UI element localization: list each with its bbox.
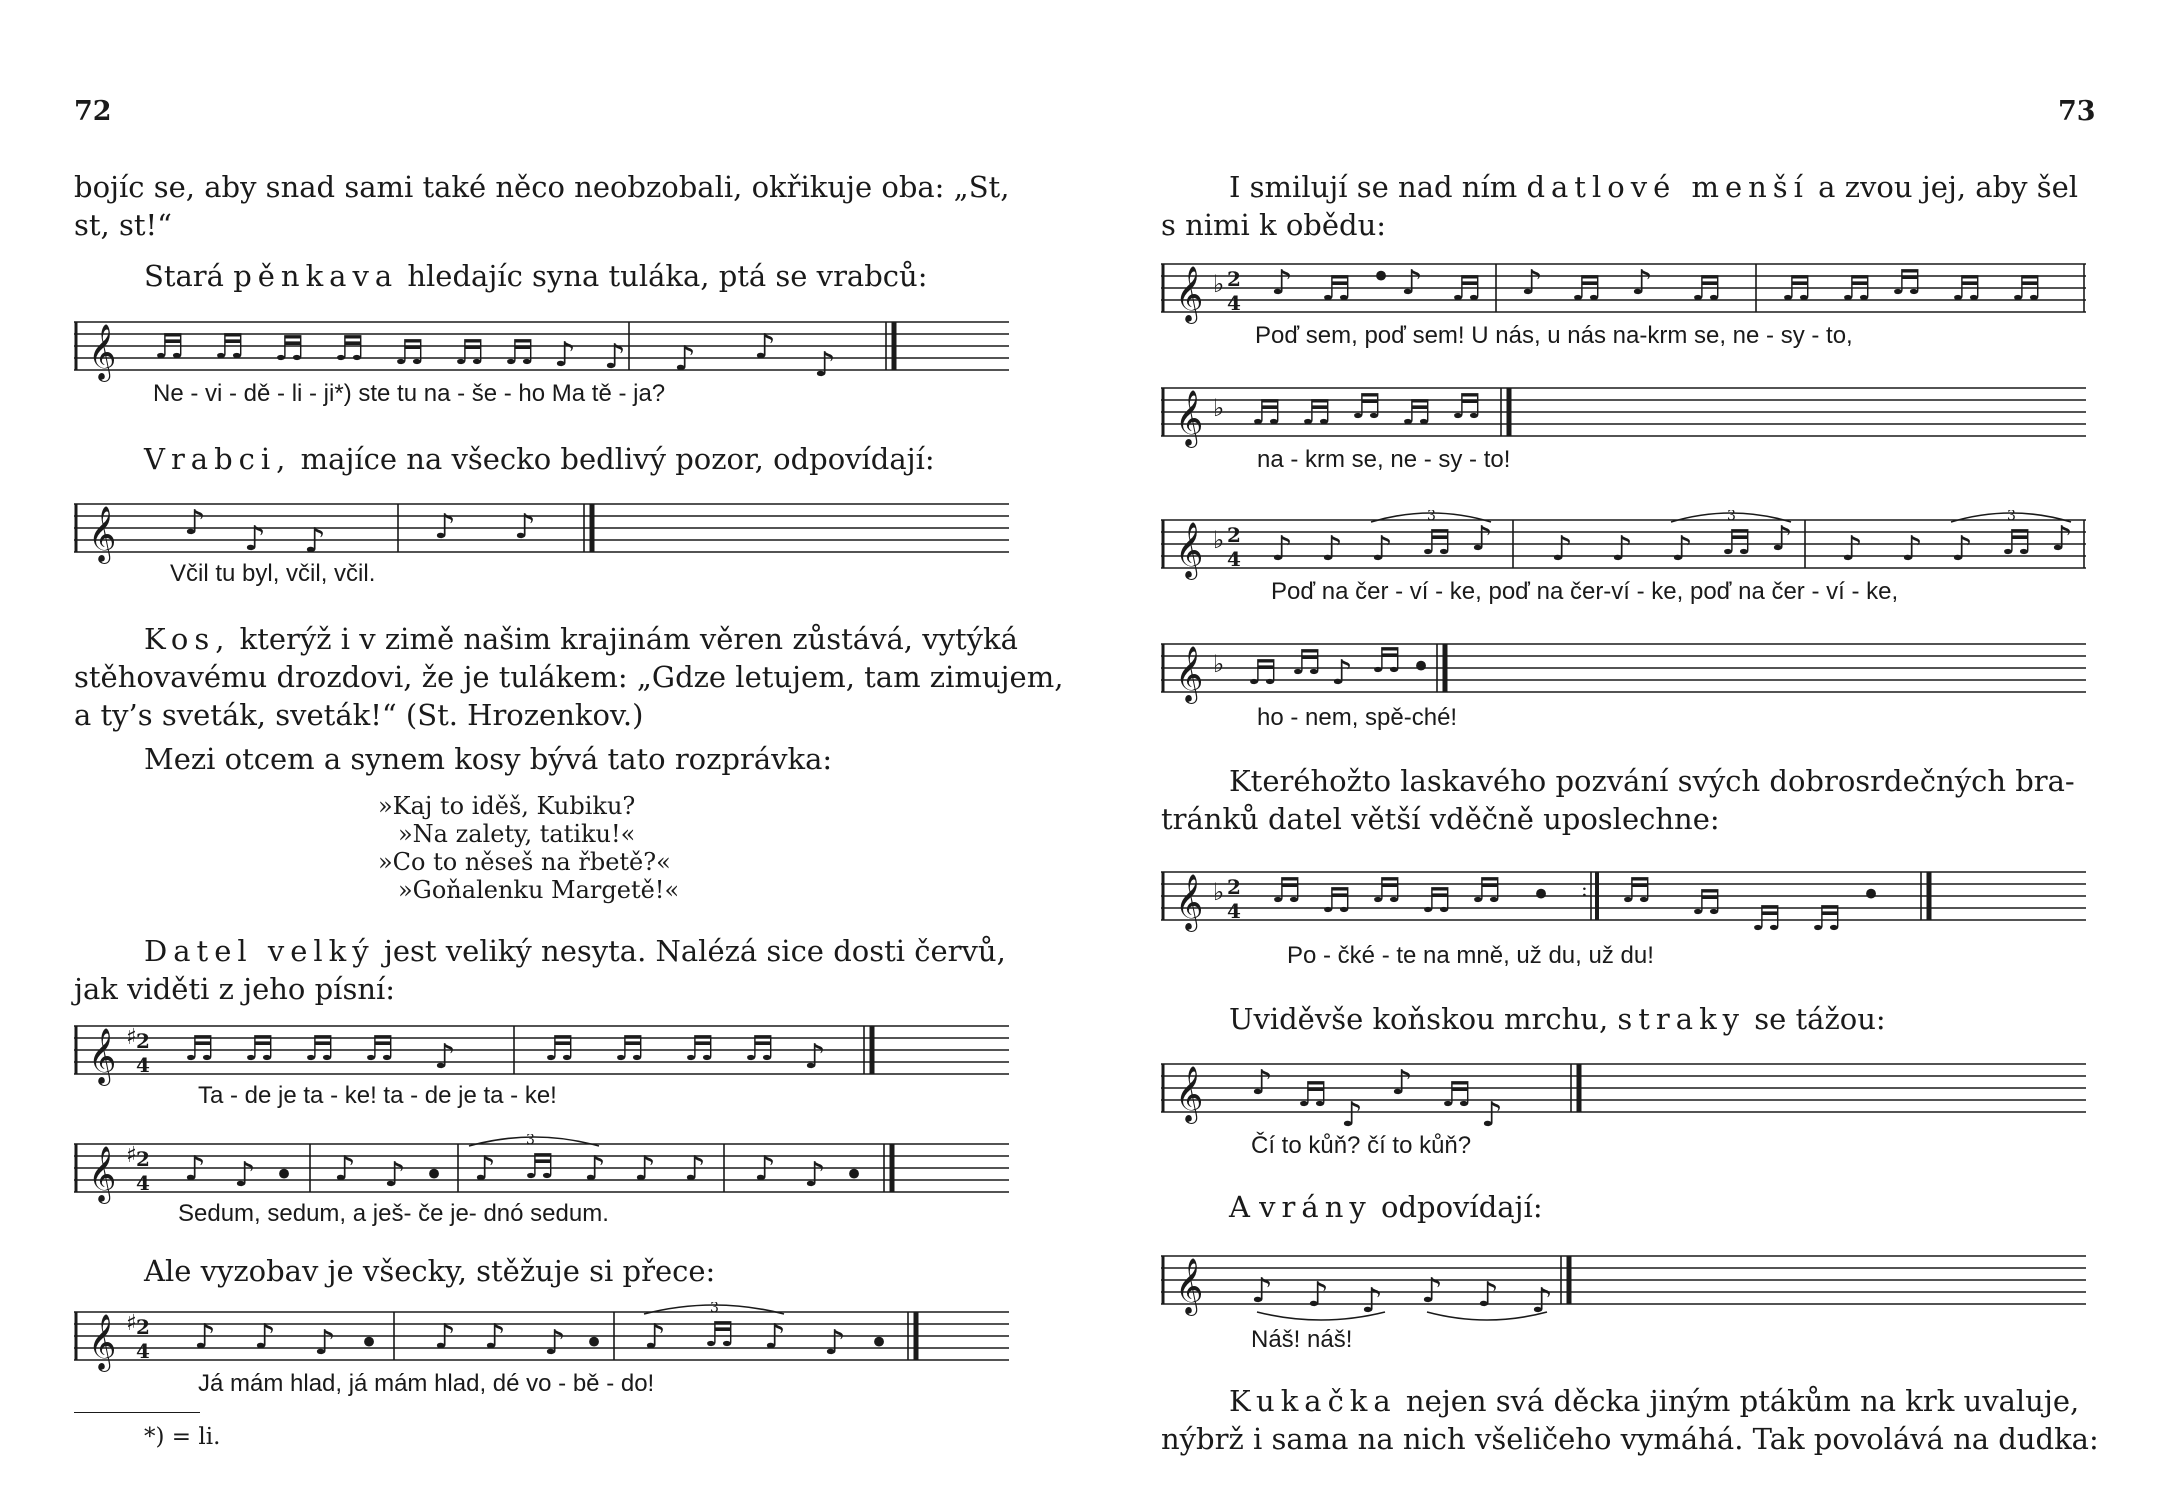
poem-line: »Co to něseš na řbetě?« xyxy=(378,848,671,876)
svg-text:2: 2 xyxy=(136,1147,150,1171)
song-lyrics: Poď na čer - ví - ke, poď na čer-ví - ke, poď na čer - ví - ke, xyxy=(1271,578,1899,605)
svg-text:𝄞: 𝄞 xyxy=(1175,266,1204,322)
svg-text:2: 2 xyxy=(136,1029,150,1053)
svg-text:♪: ♪ xyxy=(194,1317,216,1357)
paragraph-line: Kteréhožto laskavého pozvání svých dobrosrdečných bra- xyxy=(1229,764,2075,798)
svg-text:♪: ♪ xyxy=(1421,1271,1443,1311)
svg-text:3: 3 xyxy=(710,1302,719,1316)
song-lyrics: Sedum, sedum, a ješ- če je- dnó sedum. xyxy=(178,1200,609,1227)
svg-text:♪: ♪ xyxy=(1521,263,1543,303)
svg-text:♬: ♬ xyxy=(2001,523,2032,563)
music-staff xyxy=(1161,634,2086,708)
svg-text:♪: ♪ xyxy=(764,1317,786,1357)
svg-text:♪: ♪ xyxy=(2051,519,2073,559)
svg-text:♪: ♪ xyxy=(514,507,536,547)
svg-text:♬: ♬ xyxy=(1401,393,1432,433)
svg-text:♬: ♬ xyxy=(184,1029,215,1069)
svg-text:♪: ♪ xyxy=(244,519,266,559)
svg-text:𝄞: 𝄞 xyxy=(1175,1258,1204,1314)
svg-text:♬: ♬ xyxy=(154,327,185,367)
svg-text:♬: ♬ xyxy=(1811,899,1842,939)
svg-text:♪: ♪ xyxy=(1481,1095,1503,1135)
poem-line: »Goňalenku Margetě!« xyxy=(398,876,680,904)
svg-text:•: • xyxy=(869,1323,890,1363)
svg-text:♪: ♪ xyxy=(1631,263,1653,303)
music-staff xyxy=(1161,254,2086,328)
svg-text:4: 4 xyxy=(136,1053,150,1077)
svg-text:♬: ♬ xyxy=(504,333,535,373)
song-lyrics: na - krm se, ne - sy - to! xyxy=(1257,446,1511,473)
svg-text:♪: ♪ xyxy=(304,521,326,561)
svg-text:♪: ♪ xyxy=(634,1149,656,1189)
svg-text:♪: ♪ xyxy=(1321,529,1343,569)
music-staff xyxy=(1161,378,2086,452)
svg-text:♪: ♪ xyxy=(1271,529,1293,569)
svg-text:♪: ♪ xyxy=(544,1323,566,1363)
svg-text:𝄞: 𝄞 xyxy=(1175,646,1204,702)
svg-text:♬: ♬ xyxy=(1371,871,1402,911)
svg-text:♪: ♪ xyxy=(1401,263,1423,303)
paragraph-line: a ty’s sveták, sveták!“ (St. Hrozenkov.) xyxy=(74,698,644,732)
music-staff xyxy=(1161,1054,2086,1136)
right-page xyxy=(1081,0,2162,1500)
svg-text:♬: ♬ xyxy=(1321,881,1352,921)
svg-text:♯: ♯ xyxy=(126,1143,137,1168)
svg-text:♬: ♬ xyxy=(1691,883,1722,923)
svg-text:♪: ♪ xyxy=(1611,529,1633,569)
svg-text:♪: ♪ xyxy=(474,1149,496,1189)
svg-text:♬: ♬ xyxy=(1301,393,1332,433)
svg-text:♬: ♬ xyxy=(2011,269,2042,309)
svg-text:2: 2 xyxy=(1227,523,1241,547)
svg-text:♬: ♬ xyxy=(1781,269,1812,309)
svg-text:♬: ♬ xyxy=(1271,871,1302,911)
paragraph-line: Datel velký jest veliký nesyta. Nalézá sice dosti červů, xyxy=(144,934,1006,968)
svg-text:♪: ♪ xyxy=(1471,519,1493,559)
svg-text:♪: ♪ xyxy=(1551,529,1573,569)
svg-text:♬: ♬ xyxy=(1451,269,1482,309)
svg-text:♪: ♪ xyxy=(674,339,696,379)
svg-text:♬: ♬ xyxy=(1691,269,1722,309)
song-lyrics: Náš! náš! xyxy=(1251,1326,1353,1353)
svg-text:•: • xyxy=(1861,875,1882,915)
svg-text:4: 4 xyxy=(1227,547,1241,571)
song-lyrics: ho - nem, spě-ché! xyxy=(1257,704,1458,731)
svg-text:•: • xyxy=(1371,257,1392,297)
svg-text:♪: ♪ xyxy=(824,1323,846,1363)
svg-text:♬: ♬ xyxy=(1371,641,1402,681)
svg-text:♪: ♪ xyxy=(1841,529,1863,569)
poem-line: »Na zalety, tatiku!« xyxy=(398,820,636,848)
svg-text:𝄞: 𝄞 xyxy=(1175,390,1204,446)
svg-text:♬: ♬ xyxy=(214,327,245,367)
svg-text:•: • xyxy=(844,1155,865,1195)
svg-text:♪: ♪ xyxy=(804,1155,826,1195)
svg-text:♪: ♪ xyxy=(1341,1095,1363,1135)
svg-text:2: 2 xyxy=(136,1315,150,1339)
svg-text:𝄞: 𝄞 xyxy=(88,324,117,380)
svg-text:♬: ♬ xyxy=(1951,269,1982,309)
music-staff xyxy=(1161,1246,2086,1328)
svg-text:♪: ♪ xyxy=(184,503,206,543)
svg-text:•: • xyxy=(274,1155,295,1195)
paragraph-line: Kukačka nejen svá děcka jiným ptákům na krk uvaluje, xyxy=(1229,1384,2080,1418)
svg-text:♯: ♯ xyxy=(126,1025,137,1050)
svg-text:♬: ♬ xyxy=(1297,1075,1328,1115)
svg-text:♭: ♭ xyxy=(1213,394,1225,422)
paragraph-line: bojíc se, aby snad sami také něco neobzobali, okřikuje oba: „St, xyxy=(74,170,1010,204)
svg-text:♪: ♪ xyxy=(384,1155,406,1195)
svg-text:3: 3 xyxy=(526,1134,535,1148)
music-staff xyxy=(74,1016,1009,1090)
paragraph-line: Stará pěnkava hledajíc syna tuláka, ptá se vrabců: xyxy=(144,259,928,293)
svg-text:♪: ♪ xyxy=(234,1155,256,1195)
svg-text:♬: ♬ xyxy=(1841,269,1872,309)
svg-text:♬: ♬ xyxy=(1891,263,1922,303)
page-number: 72 xyxy=(74,96,112,127)
song-lyrics: Ta - de je ta - ke! ta - de je ta - ke! xyxy=(198,1082,557,1109)
svg-text:♪: ♪ xyxy=(1251,1271,1273,1311)
paragraph-line: Uviděvše koňskou mrchu, straky se tážou: xyxy=(1229,1002,1886,1036)
paragraph-line: st, st!“ xyxy=(74,208,172,242)
song-lyrics: Poď sem, poď sem! U nás, u nás na-krm se, ne - sy - to, xyxy=(1255,322,1853,349)
svg-text:♬: ♬ xyxy=(1247,653,1278,693)
svg-text:4: 4 xyxy=(1227,291,1241,315)
svg-text:♬: ♬ xyxy=(614,1029,645,1069)
song-lyrics: Čí to kůň? čí to kůň? xyxy=(1251,1132,1472,1159)
svg-text:3: 3 xyxy=(2007,510,2016,524)
svg-text:♪: ♪ xyxy=(434,1317,456,1357)
svg-text:♪: ♪ xyxy=(604,337,626,377)
svg-text:♬: ♬ xyxy=(684,1029,715,1069)
svg-text:4: 4 xyxy=(136,1339,150,1363)
svg-text:𝄞: 𝄞 xyxy=(88,1146,117,1202)
svg-text:♯: ♯ xyxy=(126,1311,137,1336)
paragraph-line: stěhovavému drozdovi, že je tulákem: „Gdze letujem, tam zimujem, xyxy=(74,660,1064,694)
svg-text:𝄞: 𝄞 xyxy=(88,1314,117,1370)
svg-text:♬: ♬ xyxy=(1621,871,1652,911)
paragraph-line: A vrány odpovídají: xyxy=(1229,1190,1543,1224)
svg-text:♪: ♪ xyxy=(1271,263,1293,303)
paragraph-line: tránků datel větší vděčně uposlechne: xyxy=(1161,802,1720,836)
svg-text:♬: ♬ xyxy=(1571,269,1602,309)
svg-text:♪: ♪ xyxy=(434,1037,456,1077)
paragraph-line: I smilují se nad ním datlové menší a zvou jej, aby šel xyxy=(1229,170,2079,204)
svg-text:♬: ♬ xyxy=(744,1029,775,1069)
svg-text:♬: ♬ xyxy=(304,1029,335,1069)
svg-text:♪: ♪ xyxy=(254,1317,276,1357)
svg-text:♪: ♪ xyxy=(584,1149,606,1189)
svg-text:♬: ♬ xyxy=(1751,899,1782,939)
svg-text:♭: ♭ xyxy=(1213,650,1225,678)
svg-text:♪: ♪ xyxy=(754,1149,776,1189)
paragraph-line: jak viděti z jeho písní: xyxy=(74,972,396,1006)
footnote-rule xyxy=(74,1412,200,1413)
svg-text:♬: ♬ xyxy=(1421,523,1452,563)
svg-text:♪: ♪ xyxy=(1371,529,1393,569)
svg-text:♪: ♪ xyxy=(334,1149,356,1189)
svg-text:♪: ♪ xyxy=(484,1317,506,1357)
svg-text:♪: ♪ xyxy=(1671,529,1693,569)
music-staff xyxy=(1161,510,2086,584)
svg-text:𝄞: 𝄞 xyxy=(1175,1066,1204,1122)
svg-text:♪: ♪ xyxy=(814,345,836,385)
svg-text:𝄞: 𝄞 xyxy=(1175,874,1204,930)
svg-text:♬: ♬ xyxy=(1291,643,1322,683)
svg-text:•: • xyxy=(584,1323,605,1363)
paragraph-line: nýbrž i sama na nich všeličeho vymáhá. Tak povolává na dudka: xyxy=(1161,1422,2099,1456)
music-staff xyxy=(74,1302,1009,1376)
svg-text:♪: ♪ xyxy=(184,1149,206,1189)
footnote: *) = li. xyxy=(144,1424,221,1450)
svg-text:♪: ♪ xyxy=(644,1317,666,1357)
svg-text:♪: ♪ xyxy=(1307,1275,1329,1315)
svg-text:♪: ♪ xyxy=(804,1037,826,1077)
svg-text:♬: ♬ xyxy=(364,1029,395,1069)
svg-text:♬: ♬ xyxy=(1451,387,1482,427)
svg-text:𝄞: 𝄞 xyxy=(1175,522,1204,578)
svg-text:3: 3 xyxy=(1727,510,1736,524)
song-lyrics: Po - čké - te na mně, už du, už du! xyxy=(1287,942,1654,969)
svg-text:♭: ♭ xyxy=(1213,270,1225,298)
svg-text:𝄞: 𝄞 xyxy=(88,1028,117,1084)
page-number: 73 xyxy=(2058,96,2096,127)
svg-text:2: 2 xyxy=(1227,267,1241,291)
svg-text:♪: ♪ xyxy=(1477,1275,1499,1315)
svg-text:♬: ♬ xyxy=(394,333,425,373)
music-staff xyxy=(74,1134,1009,1208)
svg-text:♪: ♪ xyxy=(1771,519,1793,559)
svg-text:♬: ♬ xyxy=(1471,871,1502,911)
svg-text:♪: ♪ xyxy=(1391,1063,1413,1103)
paragraph-line: Ale vyzobav je všecky, stěžuje si přece: xyxy=(144,1254,716,1288)
svg-text:♪: ♪ xyxy=(754,327,776,367)
svg-text:♪: ♪ xyxy=(1531,1281,1553,1321)
svg-text:♪: ♪ xyxy=(1251,1063,1273,1103)
svg-text:4: 4 xyxy=(1227,899,1241,923)
svg-text:♬: ♬ xyxy=(454,333,485,373)
svg-text:♬: ♬ xyxy=(1321,269,1352,309)
svg-text:♪: ♪ xyxy=(434,507,456,547)
svg-text:♬: ♬ xyxy=(1721,523,1752,563)
svg-text:♬: ♬ xyxy=(524,1147,555,1187)
svg-text:♭: ♭ xyxy=(1213,878,1225,906)
song-lyrics: Já mám hlad, já mám hlad, dé vo - bě - do! xyxy=(198,1370,655,1397)
svg-text:♪: ♪ xyxy=(554,335,576,375)
svg-text:♭: ♭ xyxy=(1213,526,1225,554)
svg-text:•: • xyxy=(1411,647,1432,687)
svg-text:♬: ♬ xyxy=(334,329,365,369)
svg-text:♬: ♬ xyxy=(704,1315,735,1355)
song-lyrics: Ne - vi - dě - li - ji*) ste tu na - še - ho Ma tě - ja? xyxy=(153,380,666,407)
poem-line: »Kaj to iděš, Kubiku? xyxy=(378,792,636,820)
paragraph-line: Vrabci, majíce na všecko bedlivý pozor, odpovídají: xyxy=(144,442,935,476)
svg-text:𝄞: 𝄞 xyxy=(88,506,117,562)
music-staff xyxy=(74,494,1009,568)
song-lyrics: Včil tu byl, včil, včil. xyxy=(170,560,376,587)
svg-text:♪: ♪ xyxy=(1951,529,1973,569)
svg-text:•: • xyxy=(1531,875,1552,915)
svg-text:♬: ♬ xyxy=(1421,881,1452,921)
svg-text:♪: ♪ xyxy=(314,1323,336,1363)
svg-text:•: • xyxy=(424,1155,445,1195)
svg-text::: : xyxy=(1581,877,1588,901)
svg-text:♪: ♪ xyxy=(1331,653,1353,693)
svg-text:4: 4 xyxy=(136,1171,150,1195)
paragraph-line: Kos, kterýž i v zimě našim krajinám věren zůstává, vytýká xyxy=(144,622,1018,656)
svg-text:♪: ♪ xyxy=(684,1149,706,1189)
svg-text:3: 3 xyxy=(1427,510,1436,524)
svg-text:♬: ♬ xyxy=(1441,1075,1472,1115)
svg-text:♬: ♬ xyxy=(274,329,305,369)
svg-text:•: • xyxy=(359,1323,380,1363)
svg-text:♪: ♪ xyxy=(1361,1281,1383,1321)
svg-text:♬: ♬ xyxy=(1251,393,1282,433)
svg-text:♬: ♬ xyxy=(244,1029,275,1069)
paragraph-line: s nimi k obědu: xyxy=(1161,208,1387,242)
svg-text:♬: ♬ xyxy=(544,1029,575,1069)
svg-text:♬: ♬ xyxy=(1351,387,1382,427)
svg-text:2: 2 xyxy=(1227,875,1241,899)
paragraph-line: Mezi otcem a synem kosy bývá tato rozprávka: xyxy=(144,742,833,776)
music-staff xyxy=(1161,862,2086,944)
svg-text:♪: ♪ xyxy=(1901,529,1923,569)
